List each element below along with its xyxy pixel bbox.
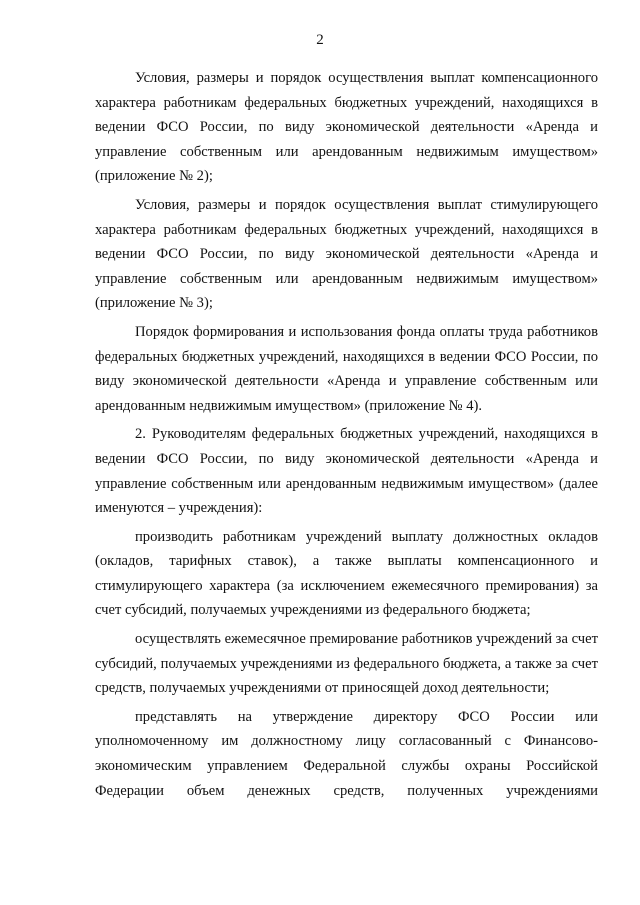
document-body bbox=[95, 66, 598, 803]
paragraph-item-2-heads: 2. Руководителям федеральных бюджетных учреждений, находящихся в ведении ФСО России, по виду экономической деятельности «Аренда и управление собственным или арендованным недвижимым имуществом» (далее именуются – учреждения): bbox=[95, 426, 598, 517]
paragraph-appendix-2: Условия, размеры и порядок осуществления выплат компенсационного характера работникам федеральных бюджетных учреждений, находящихся в ведении ФСО России, по виду экономической деятельности «Аренда и управление собственным или арендованным недвижимым имуществом» (приложение № 2); bbox=[95, 70, 598, 185]
page-number: 2 bbox=[316, 32, 324, 48]
paragraph-salary-payments: производить работникам учреждений выплату должностных окладов (окладов, тарифных ставок), а также выплаты компенсационного и стимулирующего характера (за исключением ежемесячного премирования) за счет субсидий, получаемых учреждениями из федерального бюджета; bbox=[95, 528, 598, 619]
paragraph-appendix-4: Порядок формирования и использования фонда оплаты труда работников федеральных бюджетных учреждений, находящихся в ведении ФСО России, по виду экономической деятельности «Аренда и управление собственным или арендованным недвижимым имуществом» (приложение № 4). bbox=[95, 323, 598, 414]
paragraph-submit-approval: представлять на утверждение директору ФСО России или уполномоченному им должностному лицу согласованный с Финансово-экономическим управлением Федеральной службы охраны Российской Федерации объем денежных средств, полученных учреждениями bbox=[95, 708, 598, 799]
paragraph-appendix-3: Условия, размеры и порядок осуществления выплат стимулирующего характера работникам федеральных бюджетных учреждений, находящихся в ведении ФСО России, по виду экономической деятельности «Аренда и управление собственным или арендованным недвижимым имуществом» (приложение № 3); bbox=[95, 196, 598, 312]
paragraph-monthly-bonus: осуществлять ежемесячное премирование работников учреждений за счет субсидий, получаемых учреждениями из федерального бюджета, а также за счет средств, получаемых учреждениями от приносящей доход деятельности; bbox=[95, 631, 598, 697]
